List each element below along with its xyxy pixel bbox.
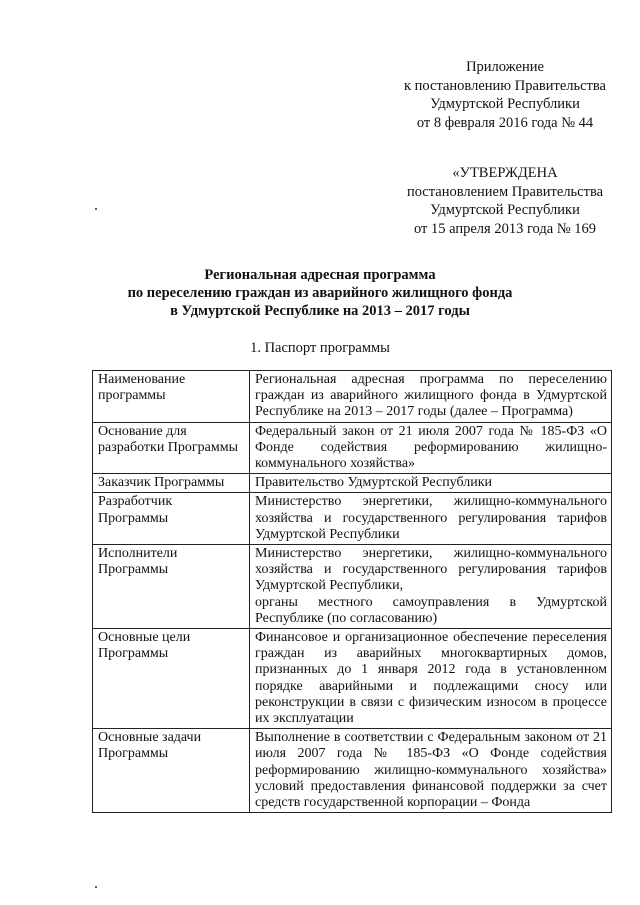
row-label: Наименование программы bbox=[93, 371, 250, 423]
title-line: в Удмуртской Республике на 2013 – 2017 годы bbox=[170, 303, 470, 319]
appendix-line: к постановлению Правительства bbox=[404, 77, 606, 94]
row-label: Разработчик Программы bbox=[93, 493, 250, 545]
approved-line: постановлением Правительства bbox=[406, 183, 604, 200]
row-value: Правительство Удмуртской Республики bbox=[250, 474, 612, 493]
row-value: Выполнение в соответствии с Федеральным законом от 21 июля 2007 года № 185-ФЗ «О Фонде содействия реформированию жилищно-коммунального хозяйства» условий предоставления финансовой поддержки за счет средств государственной корпорации – Фонда bbox=[250, 729, 612, 813]
table-row bbox=[93, 422, 612, 474]
row-value: Федеральный закон от 21 июля 2007 года № 185-ФЗ «О Фонде содействия реформированию жилищно-коммунального хозяйства» bbox=[250, 422, 612, 474]
table-row bbox=[93, 729, 612, 813]
scan-speck bbox=[95, 886, 97, 888]
approved-line: от 15 апреля 2013 года № 169 bbox=[413, 220, 597, 237]
approved-line: «УТВЕРЖДЕНА bbox=[452, 165, 558, 181]
approval-stamp-text bbox=[390, 164, 620, 238]
table-row bbox=[93, 371, 612, 423]
row-label: Основание для разработки Программы bbox=[93, 422, 250, 474]
approved-line: Удмуртской Республики bbox=[430, 202, 580, 218]
appendix-line: от 8 февраля 2016 года № 44 bbox=[416, 114, 594, 131]
row-value-multi bbox=[250, 545, 612, 629]
scan-speck bbox=[95, 208, 97, 210]
passport-table bbox=[92, 370, 612, 813]
table-row bbox=[93, 493, 612, 545]
appendix-header bbox=[385, 58, 625, 132]
program-title bbox=[40, 266, 600, 320]
row-label: Заказчик Программы bbox=[93, 474, 250, 493]
row-label: Исполнители Программы bbox=[93, 545, 250, 629]
row-label: Основные цели Программы bbox=[93, 629, 250, 729]
appendix-line: Удмуртской Республики bbox=[430, 96, 580, 112]
row-label: Основные задачи Программы bbox=[93, 729, 250, 813]
row-value: Министерство энергетики, жилищно-коммунального хозяйства и государственного регулирования тарифов Удмуртской Республики bbox=[250, 493, 612, 545]
appendix-line: Приложение bbox=[466, 59, 544, 75]
section-heading: 1. Паспорт программы bbox=[250, 340, 390, 356]
title-line: Региональная адресная программа bbox=[204, 267, 436, 283]
row-value: Финансовое и организационное обеспечение переселения граждан из аварийных многоквартирных домов, признанных до 1 января 2012 года в установленном порядке аварийными и подлежащими сносу или реконструкции в связи с физическим износом в процессе их эксплуатации bbox=[250, 629, 612, 729]
row-value: Региональная адресная программа по переселению граждан из аварийного жилищного фонда в Удмуртской Республике на 2013 – 2017 годы (далее – Программа) bbox=[250, 371, 612, 423]
table-row bbox=[93, 545, 612, 629]
title-line: по переселению граждан из аварийного жилищного фонда bbox=[127, 285, 513, 301]
table-row bbox=[93, 474, 612, 493]
row-value-part: органы местного самоуправления в Удмуртской Республике (по согласованию) bbox=[255, 594, 607, 626]
table-row bbox=[93, 629, 612, 729]
row-value-part: Министерство энергетики, жилищно-коммунального хозяйства и государственного регулирования тарифов Удмуртской Республики, bbox=[255, 546, 607, 594]
